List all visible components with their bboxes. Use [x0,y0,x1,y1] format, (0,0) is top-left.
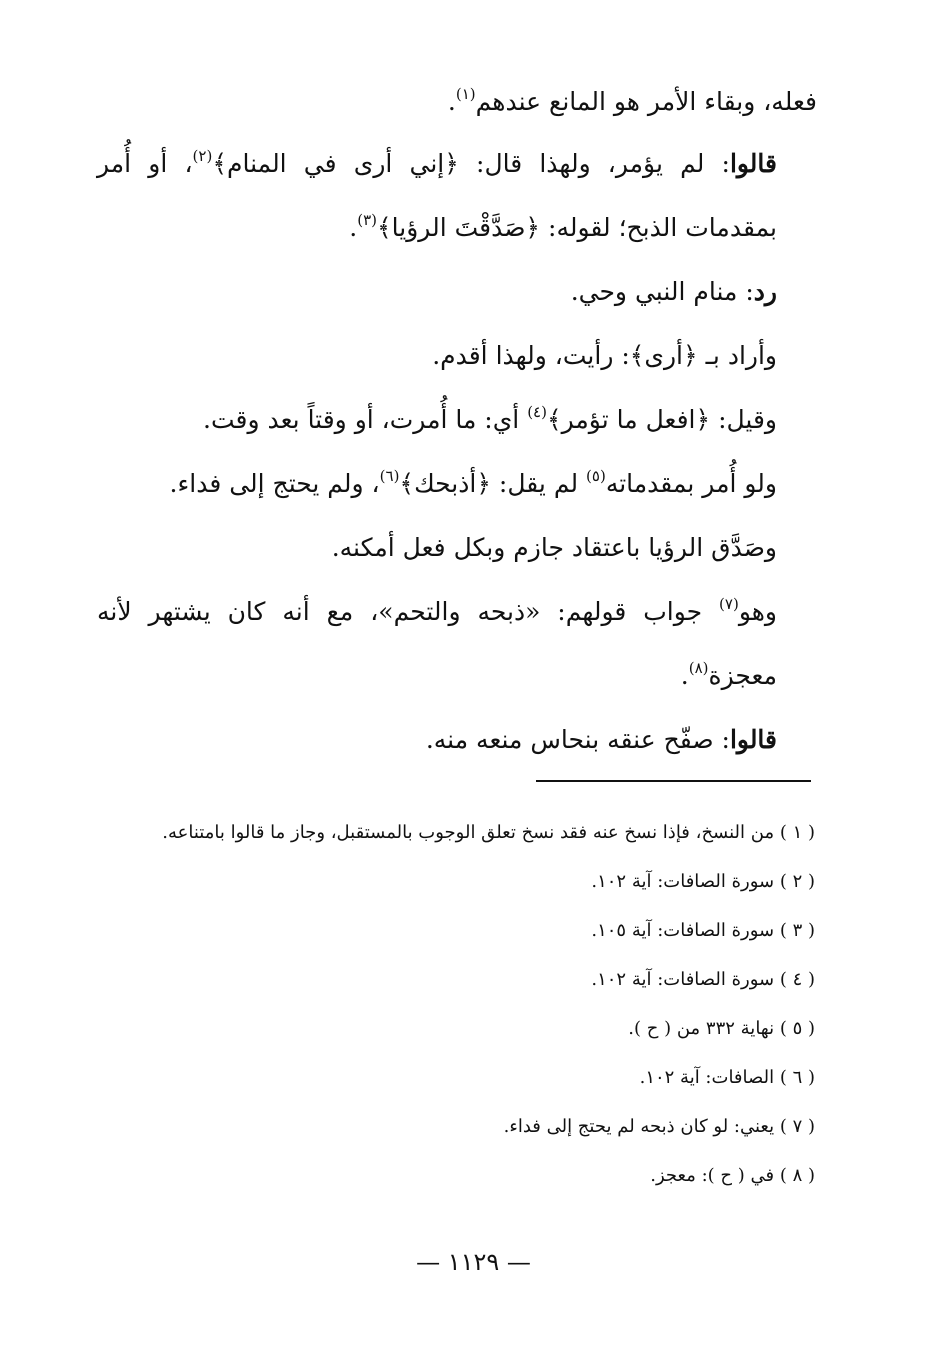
footnote: ( ٨ ) في ( ح ): معجز. [650,1165,815,1186]
paragraph-continuation [97,72,817,132]
keyword-qalu: قالوا [729,149,777,178]
footnote-ref: (٧) [719,595,739,613]
text-run: وأراد بـ ﴿أرى﴾: رأيت، ولهذا أقدم. [432,341,777,370]
text-run: ، أو أُمر بمقدمات الذبح؛ لقوله: ﴿صَدَّقْتَ الرؤيا﴾ [97,149,777,242]
keyword-radd: رد [753,277,777,306]
text-run: : صفّح عنقه بنحاس منعه منه. [425,725,730,754]
footnote-ref: (٤) [527,403,547,421]
text-run: وصَدَّق الرؤيا باعتقاد جازم وبكل فعل أمكنه. [331,533,777,562]
footnote-ref: (٦) [379,467,400,485]
footnote: ( ٤ ) سورة الصافات: آية ١٠٢. [591,969,815,990]
paragraph-objection [97,132,817,260]
paragraph [97,324,817,388]
paragraph [97,388,817,452]
paragraph [97,516,817,580]
footnote: ( ٣ ) سورة الصافات: آية ١٠٥. [591,920,815,941]
footnote: ( ٢ ) سورة الصافات: آية ١٠٢. [591,871,815,892]
footnote: ( ٦ ) الصافات: آية ١٠٢. [639,1067,815,1088]
text-run: فعله، وبقاء الأمر هو المانع عندهم [475,87,817,116]
text-run: . [349,213,358,242]
footnote-ref: (٨) [688,659,709,677]
footnote: ( ٥ ) نهاية ٣٣٢ من ( ح ). [628,1018,815,1039]
text-run: وقيل: ﴿افعل ما تؤمر﴾ [546,405,777,434]
text-run: لم يقل: ﴿أذبحك﴾ [399,469,587,498]
footnote: ( ٧ ) يعني: لو كان ذبحه لم يحتج إلى فداء. [503,1116,815,1137]
paragraph [97,580,817,708]
paragraph [97,452,817,516]
footnote-ref: (٢) [192,147,213,165]
keyword-qalu: قالوا [729,725,777,754]
footnotes [95,808,815,1200]
text-run: . [680,661,689,690]
text-run: ، ولم يحتج إلى فداء. [169,469,380,498]
page-number: — ١١٢٩ — [416,1248,531,1276]
footnote: ( ١ ) من النسخ، فإذا نسخ عنه فقد نسخ تعلق الوجوب بالمستقبل، وجاز ما قالوا بامتناعه. [162,822,815,843]
text-run: ولو أُمر بمقدماته [605,469,777,498]
footnote-ref: (٥) [586,467,606,485]
text-run: أي: ما أُمرت، أو وقتاً بعد وقت. [203,405,528,434]
main-text [97,72,817,772]
paragraph-objection [97,708,817,772]
footnote-ref: (١) [455,85,476,103]
text-run: : لم يؤمر، ولهذا قال: ﴿إني أرى في المنام﴾ [212,149,730,178]
text-run: . [447,87,456,116]
text-run: : منام النبي وحي. [570,277,754,306]
paragraph-reply [97,260,817,324]
footnote-divider [536,780,811,782]
footnote-ref: (٣) [357,211,377,229]
text-run: جواب قولهم: «ذبحه والتحم»، مع أنه كان يشتهر لأنه معجزة [97,597,777,690]
text-run: وهو [738,597,777,626]
